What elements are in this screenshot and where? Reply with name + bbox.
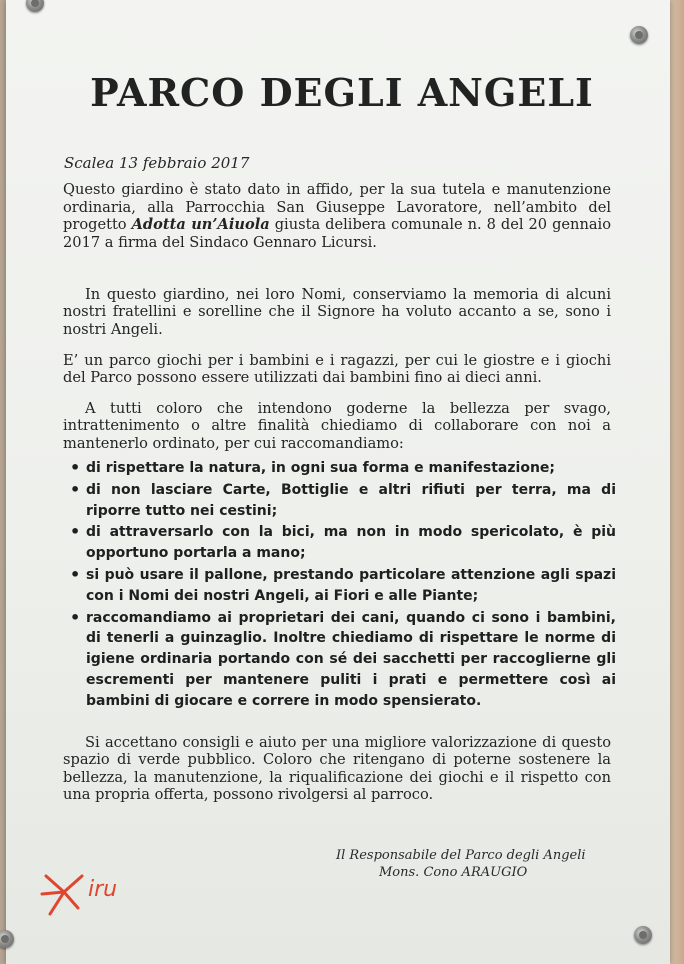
- wall-right: [668, 0, 684, 964]
- rule-item: • di non lasciare Carte, Bottiglie e altri rifiuti per terra, ma di riporre tutto nei cestini;: [70, 480, 616, 522]
- sign-title: PARCO DEGLI ANGELI: [90, 70, 594, 115]
- signature-name: Mons. Cono ARAUGIO: [379, 865, 528, 880]
- screw-icon: [634, 926, 652, 944]
- closing-paragraph: Si accettano consigli e aiuto per una migliore valorizzazione di questo spazio di verde pubblico. Coloro che ritengano di poterne sostenere la bellezza, la manutenzione, la riqualificazione dei giochi e il rispetto con una propria offerta, possono rivolgersi al parroco.: [63, 733, 611, 804]
- screw-icon: [630, 26, 648, 44]
- logo-text: iru: [88, 877, 118, 902]
- rule-item: • di rispettare la natura, in ogni sua forma e manifestazione;: [70, 458, 616, 479]
- games-paragraph: E’ un parco giochi per i bambini e i ragazzi, per cui le giostre e i giochi del Parco possono essere utilizzati dai bambini fino ai dieci anni.: [63, 351, 611, 387]
- memory-paragraph: In questo giardino, nei loro Nomi, conserviamo la memoria di alcuni nostri fratellini e sorelline che il Signore ha voluto accanto a se, sono i nostri Angeli.: [63, 285, 611, 338]
- intro-text-end: giusta delibera comunale n. 8 del 20 gennaio 2017 a firma del Sindaco Gennaro Licursi.: [63, 216, 611, 251]
- appeal-paragraph: A tutti coloro che intendono goderne la bellezza per svago, intrattenimento o altre finalità chiediamo di collaborare con noi a mantenerlo ordinato, per cui raccomandiamo:: [63, 399, 611, 452]
- dateline: Scalea 13 febbraio 2017: [64, 154, 250, 172]
- starfish-logo-icon: [38, 862, 158, 922]
- project-name: Adotta un’Aiuola: [131, 216, 270, 233]
- rules-list: [70, 458, 616, 713]
- rule-item: • raccomandiamo ai proprietari dei cani, quando ci sono i bambini, di tenerli a guinzaglio. Inoltre chiediamo di rispettare le norme di igiene ordinaria portando con sé dei sacchetti per raccoglierne gli escrementi per mantenere puliti i prati e permettere così ai bambini di giocare e correre in modo spensierato.: [70, 608, 616, 712]
- signature-block: [336, 847, 586, 881]
- intro-paragraph: [63, 181, 611, 251]
- rule-item: • di attraversarlo con la bici, ma non in modo spericolato, è più opportuno portarla a mano;: [70, 522, 616, 564]
- signature-role: Il Responsabile del Parco degli Angeli: [336, 848, 586, 863]
- intro-text: Questo giardino è stato dato in affido, per la sua tutela e manutenzione ordinaria, alla Parrocchia San Giuseppe Lavoratore, nell’ambito del progetto: [63, 181, 611, 233]
- rule-item: • si può usare il pallone, prestando particolare attenzione agli spazi con i Nomi dei nostri Angeli, ai Fiori e alle Piante;: [70, 565, 616, 607]
